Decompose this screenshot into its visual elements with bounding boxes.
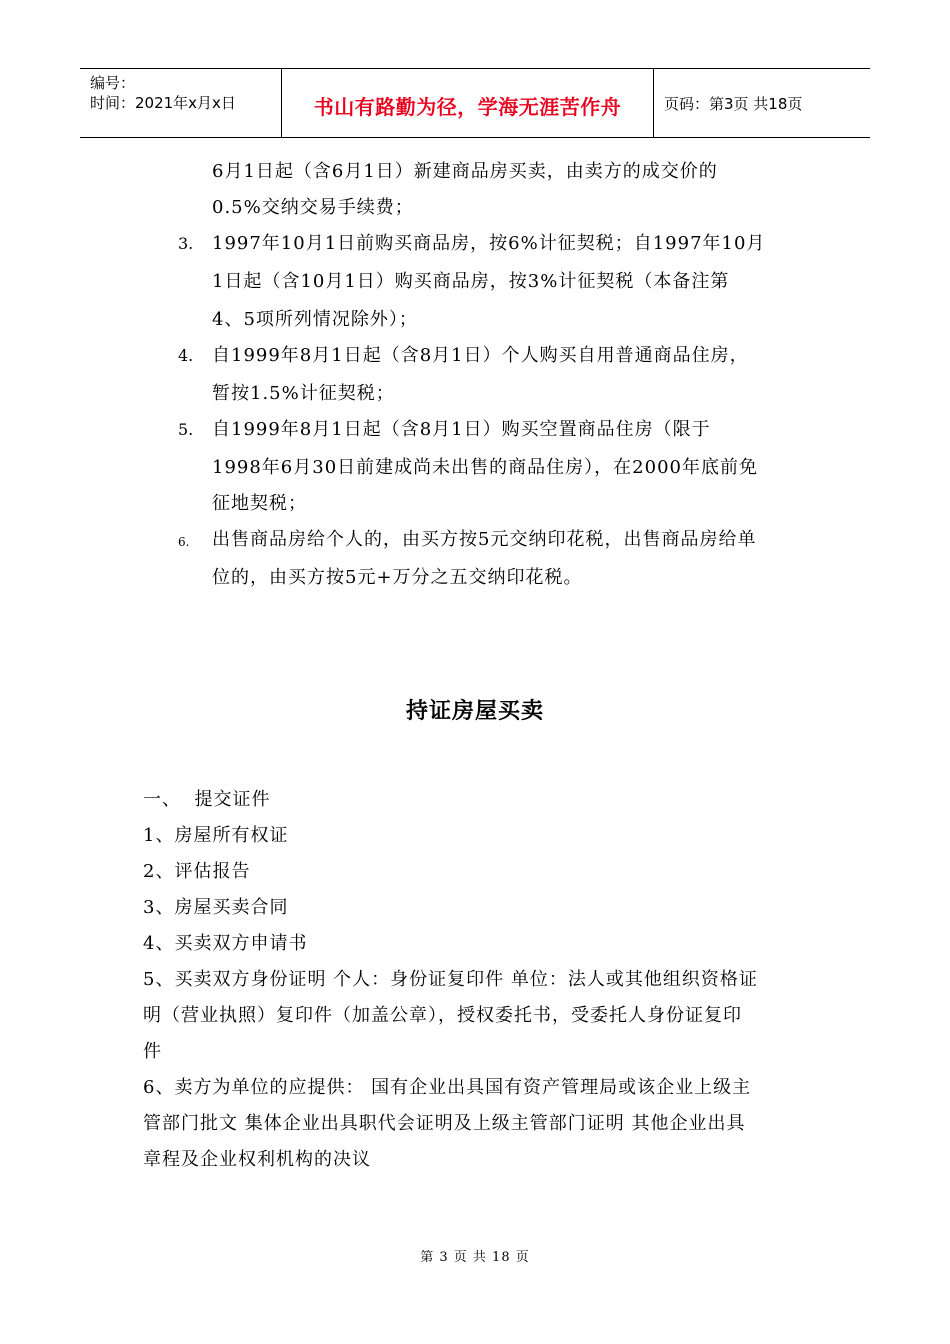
page-info: 页码：第3页 共18页 (664, 94, 803, 113)
header-motto-cell (282, 69, 654, 137)
list-item-line: 征地契税； (212, 493, 307, 514)
list-item-line: 暂按1.5%计征契税； (212, 383, 395, 404)
list-item-line: 自1999年8月1日起（含8月1日）购买空置商品住房（限于 (212, 419, 711, 440)
list-item-line: 1日起（含10月1日）购买商品房，按3%计征契税（本备注第 (212, 271, 730, 292)
section-line: 1、房屋所有权证 (143, 825, 289, 846)
header-page-cell (654, 69, 870, 137)
page-header (80, 68, 870, 138)
section-line: 3、房屋买卖合同 (143, 897, 289, 918)
list-item-line: 1998年6月30日前建成尚未出售的商品住房），在2000年底前免 (212, 457, 758, 478)
list-item-number: 3. (178, 234, 194, 253)
list-item-line: 4、5项所列情况除外）； (212, 309, 418, 330)
list-item-line: 自1999年8月1日起（含8月1日）个人购买自用普通商品住房， (212, 345, 749, 366)
continuation-line: 6月1日起（含6月1日）新建商品房买卖，由卖方的成交价的 (212, 161, 718, 182)
list-item-number: 5. (178, 420, 194, 439)
page-footer: 第 3 页 共 18 页 (420, 1250, 530, 1265)
list-item-number: 4. (178, 346, 194, 365)
section-line: 一、 提交证件 (143, 789, 271, 810)
list-item-line: 位的，由买方按5元+万分之五交纳印花税。 (212, 567, 583, 588)
motto-text: 书山有路勤为径，学海无涯苦作舟 (313, 94, 622, 119)
section-line: 管部门批文 集体企业出具职代会证明及上级主管部门证明 其他企业出具 (143, 1113, 746, 1134)
list-item-line: 1997年10月1日前购买商品房，按6%计征契税；自1997年10月 (212, 233, 766, 254)
list-item-line: 出售商品房给个人的，由买方按5元交纳印花税，出售商品房给单 (212, 529, 757, 550)
section-title: 持证房屋买卖 (405, 699, 544, 724)
section-line: 2、评估报告 (143, 861, 251, 882)
section-line: 6、卖方为单位的应提供： 国有企业出具国有资产管理局或该企业上级主 (143, 1077, 752, 1098)
section-line: 4、买卖双方申请书 (143, 933, 308, 954)
serial-label: 编号： (90, 74, 136, 92)
continuation-line: 0.5%交纳交易手续费； (212, 197, 414, 218)
header-meta-cell (80, 69, 282, 137)
section-line: 明（营业执照）复印件（加盖公章），授权委托书，受委托人身份证复印 (143, 1005, 742, 1026)
list-item-number: 6. (178, 535, 190, 549)
date-label: 时间：2021年x月x日 (90, 94, 236, 112)
section-line: 件 (143, 1041, 162, 1062)
section-line: 章程及企业权利机构的决议 (143, 1149, 371, 1170)
section-line: 5、买卖双方身份证明 个人：身份证复印件 单位：法人或其他组织资格证 (143, 969, 758, 990)
